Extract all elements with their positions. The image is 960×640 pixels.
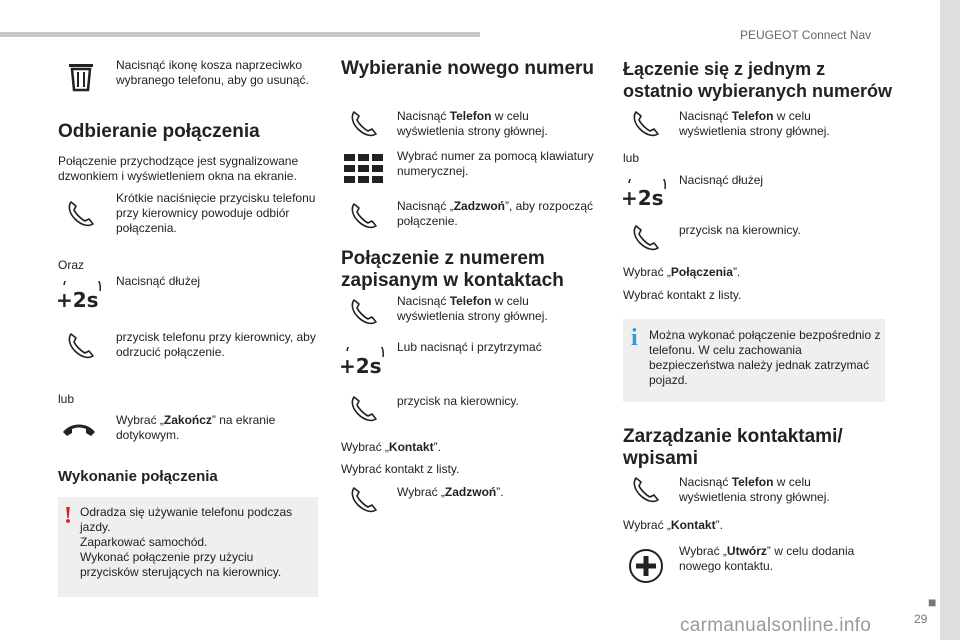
manage-heading: Zarządzanie kontaktami/ wpisami <box>623 426 843 469</box>
oraz-label: Oraz <box>58 258 85 272</box>
recent-heading: Łączenie się z jednym z ostatnio wybieranych numerów <box>623 59 893 101</box>
contacts-step2: Lub nacisnąć i przytrzymać <box>397 340 542 354</box>
warning-line: Wykonać połączenie przy użyciu przycisków sterujących na kierownicy. <box>80 550 282 579</box>
phone-handset-icon <box>58 194 104 234</box>
contacts-step4: Wybrać „Kontakt”. <box>341 440 441 454</box>
running-header: PEUGEOT Connect Nav <box>740 28 872 42</box>
contacts-call-heading: Połączenie z numerem zapisanym w kontaktach <box>341 248 564 291</box>
svg-text:+2s: +2s <box>339 354 382 378</box>
recent-step5: Wybrać kontakt z listy. <box>623 288 742 302</box>
phone-handset-icon <box>341 292 387 332</box>
contacts-step3: przycisk na kierownicy. <box>397 394 519 408</box>
page-marker: ■ <box>928 594 937 610</box>
reject-text: przycisk telefonu przy kierownicy, aby odrzucić połączenie. <box>116 330 316 359</box>
press-2s-icon <box>56 277 102 317</box>
recent-step4: Wybrać „Połączenia”. <box>623 265 741 279</box>
phone-handset-icon <box>623 218 669 258</box>
phone-handset-icon <box>58 326 104 366</box>
svg-text:+2s: +2s <box>621 186 664 210</box>
answer-heading: Odbieranie połączenia <box>58 121 260 142</box>
lub-label: lub <box>58 392 75 406</box>
watermark: carmanualsonline.info <box>680 615 872 636</box>
manage-step1: Nacisnąć Telefon w celu wyświetlenia strony głównej. <box>679 475 830 504</box>
manage-step3: Wybrać „Utwórz” w celu dodania nowego kontaktu. <box>679 544 855 573</box>
plus-circle-icon <box>623 546 669 586</box>
warning-box <box>58 497 318 597</box>
warning-line: Odradza się używanie telefonu podczas jazdy. <box>80 505 293 534</box>
page-edge-strip <box>940 0 960 640</box>
dial-step3: Nacisnąć „Zadzwoń”, aby rozpocząć połączenie. <box>397 199 594 228</box>
warning-icon: ! <box>64 503 72 529</box>
recent-lub-label: lub <box>623 151 640 165</box>
call-heading: Wykonanie połączenia <box>58 468 218 485</box>
trash-icon <box>58 56 104 96</box>
keypad-icon <box>341 149 387 189</box>
short-press-text: Krótkie naciśnięcie przycisku telefonu przy kierownicy powoduje odbiór połączenia. <box>116 191 316 235</box>
phone-handset-icon <box>341 480 387 520</box>
press-2s-icon <box>339 343 385 383</box>
recent-step2: Nacisnąć dłużej <box>679 173 764 187</box>
phone-handset-icon <box>341 196 387 236</box>
select-end-text: Wybrać „Zakończ” na ekranie dotykowym. <box>116 413 276 442</box>
dial-step1: Nacisnąć Telefon w celu wyświetlenia strony głównej. <box>397 109 548 138</box>
dial-heading: Wybieranie nowego numeru <box>341 58 595 79</box>
warning-text <box>80 505 310 580</box>
info-icon: i <box>631 325 638 351</box>
info-box <box>623 319 885 402</box>
warning-line: Zaparkować samochód. <box>80 535 208 549</box>
contacts-step1: Nacisnąć Telefon w celu wyświetlenia strony głównej. <box>397 294 548 323</box>
contacts-step6: Wybrać „Zadzwoń”. <box>397 485 504 499</box>
contacts-step5: Wybrać kontakt z listy. <box>341 462 460 476</box>
hang-up-icon <box>56 410 102 450</box>
dial-step2: Wybrać numer za pomocą klawiatury numerycznej. <box>397 149 594 178</box>
phone-handset-icon <box>623 470 669 510</box>
press-2s-icon <box>621 175 667 215</box>
answer-intro: Połączenie przychodzące jest sygnalizowane dzwonkiem i wyświetleniem okna na ekranie. <box>58 154 299 183</box>
manage-step2: Wybrać „Kontakt”. <box>623 518 723 532</box>
page-number: 29 <box>914 612 928 626</box>
phone-handset-icon <box>341 104 387 144</box>
top-rule <box>0 32 480 37</box>
recent-step3: przycisk na kierownicy. <box>679 223 801 237</box>
phone-handset-icon <box>341 389 387 429</box>
phone-handset-icon <box>623 104 669 144</box>
info-text: Można wykonać połączenie bezpośrednio z telefonu. W celu zachowania bezpieczeństwa należy jednak zatrzymać pojazd. <box>649 328 881 387</box>
trash-step-text: Nacisnąć ikonę kosza naprzeciwko wybranego telefonu, aby go usunąć. <box>116 58 309 87</box>
recent-step1: Nacisnąć Telefon w celu wyświetlenia strony głównej. <box>679 109 830 138</box>
svg-text:+2s: +2s <box>56 288 99 312</box>
long-press-text: Nacisnąć dłużej <box>116 274 201 288</box>
